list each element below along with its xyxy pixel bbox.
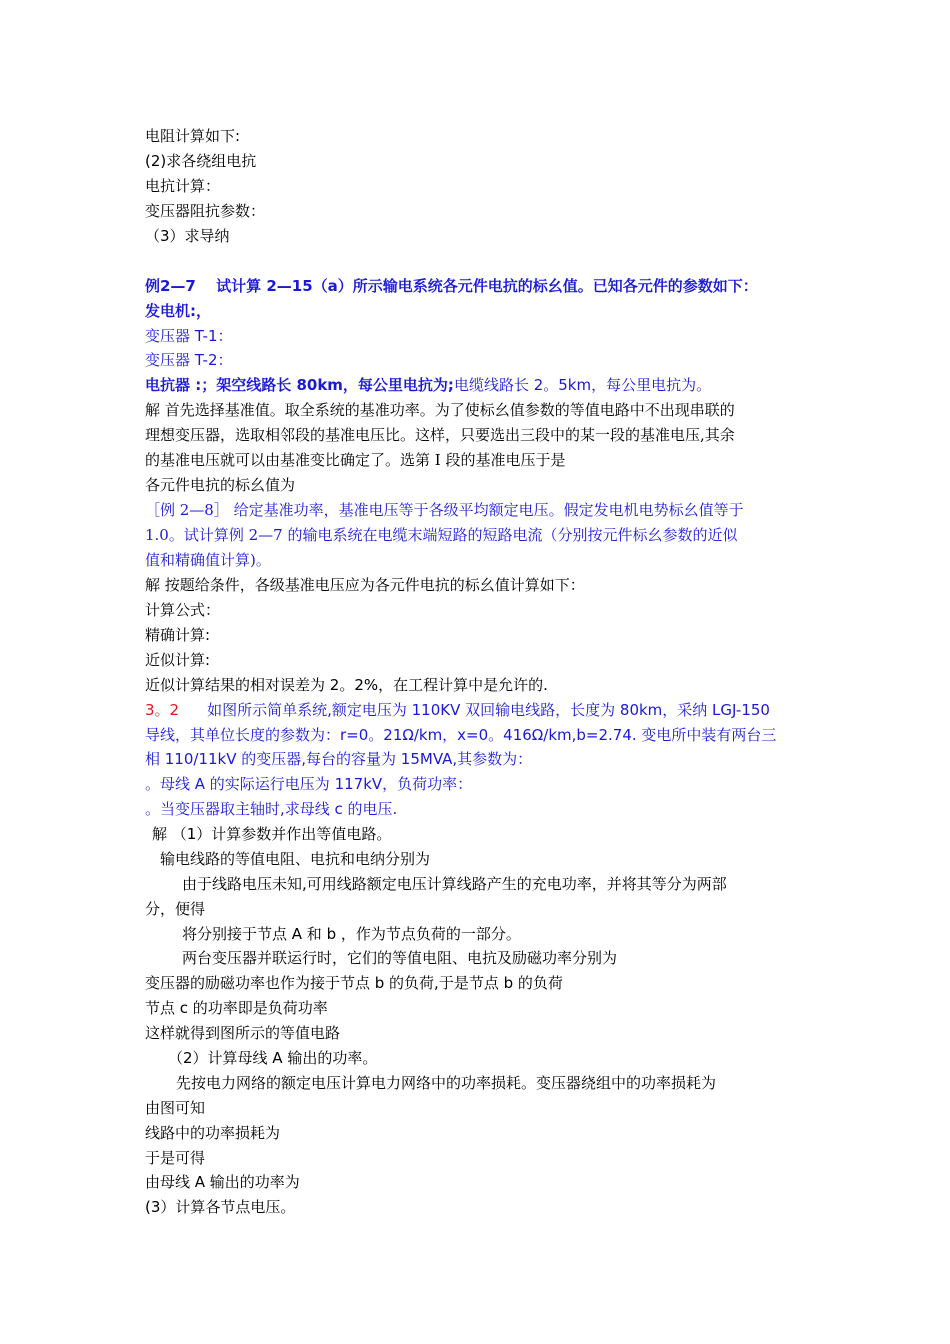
- example-heading: 例2—7 试计算 2—15（a）所示输电系统各元件电抗的标幺值。已知各元件的参数如下：: [145, 277, 758, 295]
- text-line: 导线，其单位长度的参数为：r=0。21Ω/km，x=0。416Ω/km,b=2.74. 变电所中装有两台三: [145, 726, 777, 744]
- text-line: (3）计算各节点电压。: [145, 1198, 296, 1216]
- text-line: 这样就得到图所示的等值电路: [145, 1024, 341, 1042]
- text-span: 电缆线路长 2。5km，每公里电抗为。: [453, 376, 712, 394]
- text-line: 值和精确值计算)。: [145, 551, 271, 569]
- text-line: 变压器阻抗参数：: [145, 202, 266, 220]
- text-line: 由于线路电压未知,可用线路额定电压计算线路产生的充电功率，并将其等分为两部: [182, 875, 727, 893]
- text-line: 。当变压器取主轴时,求母线 c 的电压.: [145, 800, 398, 818]
- text-line: （2）计算母线 A 输出的功率。: [168, 1049, 378, 1067]
- text-line: 两台变压器并联运行时，它们的等值电阻、电抗及励磁功率分别为: [182, 949, 618, 967]
- text-span: 如图所示简单系统,额定电压为 110KV 双回输电线路，长度为 80km，采纳 LGJ-150: [207, 701, 770, 719]
- text-line: 理想变压器，选取相邻段的基准电压比。这样，只要选出三段中的某一段的基准电压,其余: [145, 426, 735, 444]
- text-line: 1.0。试计算例 2—7 的输电系统在电缆末端短路的短路电流（分别按元件标幺参数的近似: [145, 526, 738, 544]
- text-line: (2)求各绕组电抗: [145, 152, 257, 170]
- text-span: 电抗器 :；架空线路长 80km，每公里电抗为;: [145, 376, 454, 394]
- text-line: 近似计算:: [145, 651, 211, 669]
- problem-heading: [145, 700, 815, 720]
- text-line: 精确计算:: [145, 626, 211, 644]
- text-line: [145, 375, 815, 395]
- text-line: 节点 c 的功率即是负荷功率: [145, 999, 328, 1017]
- text-line: 发电机:，: [145, 302, 211, 320]
- section-number: 3。2: [145, 701, 180, 719]
- text-line: 计算公式：: [145, 601, 221, 619]
- text-line: 变压器 T-2：: [145, 351, 233, 369]
- text-line: 的基准电压就可以由基准变比确定了。选第 I 段的基准电压于是: [145, 451, 566, 469]
- text-line: 于是可得: [145, 1149, 206, 1167]
- text-line: 先按电力网络的额定电压计算电力网络中的功率损耗。变压器绕组中的功率损耗为: [176, 1074, 717, 1092]
- text-line: 相 110/11kV 的变压器,每台的容量为 15MVA,其参数为：: [145, 750, 533, 768]
- text-line: 各元件电抗的标幺值为: [145, 476, 296, 494]
- text-line: 解 首先选择基准值。取全系统的基准功率。为了使标幺值参数的等值电路中不出现串联的: [145, 401, 735, 419]
- example-heading: ［例 2—8］ 给定基准功率，基准电压等于各级平均额定电压。假定发电机电势标幺值等于: [145, 501, 744, 519]
- text-line: 输电线路的等值电阻、电抗和电纳分别为: [160, 850, 431, 868]
- text-line: 解 按题给条件，各级基准电压应为各元件电抗的标幺值计算如下：: [145, 576, 585, 594]
- text-line: （3）求导纳: [145, 227, 230, 245]
- text-line: 解 （1）计算参数并作出等值电路。: [152, 825, 392, 843]
- text-line: 由母线 A 输出的功率为: [145, 1173, 300, 1191]
- text-line: 电阻计算如下:: [145, 127, 241, 145]
- text-line: 分，便得: [145, 900, 206, 918]
- text-line: 将分别接于节点 A 和 b ，作为节点负荷的一部分。: [182, 925, 521, 943]
- text-line: 由图可知: [145, 1099, 206, 1117]
- text-line: 电抗计算：: [145, 177, 221, 195]
- text-line: 变压器的励磁功率也作为接于节点 b 的负荷,于是节点 b 的负荷: [145, 974, 563, 992]
- text-line: 变压器 T-1：: [145, 327, 233, 345]
- text-line: 近似计算结果的相对误差为 2。2%，在工程计算中是允许的.: [145, 676, 548, 694]
- text-line: 线路中的功率损耗为: [145, 1124, 281, 1142]
- text-line: 。母线 A 的实际运行电压为 117kV，负荷功率：: [145, 775, 473, 793]
